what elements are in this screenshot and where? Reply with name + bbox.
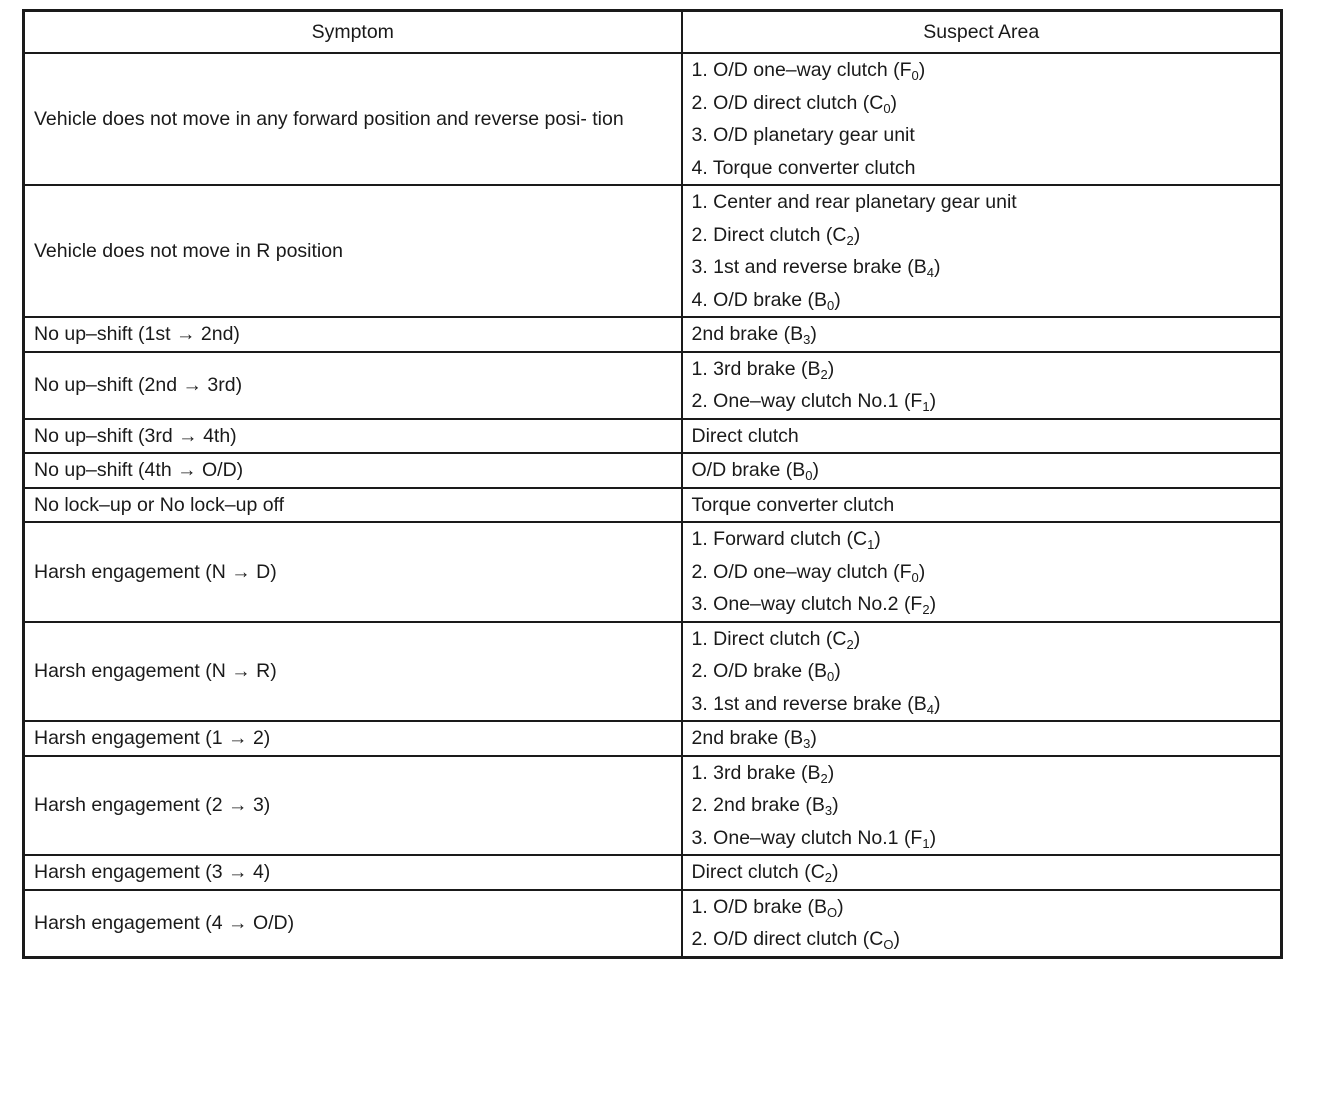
suspect-item	[692, 623, 1272, 656]
suspect-text: 1. 3rd brake (B	[691, 761, 821, 784]
suspect-text: 3. 1st and reverse brake (B	[691, 692, 927, 715]
suspect-item	[692, 789, 1272, 822]
symptom-cell: No up–shift (1st → 2nd)	[24, 317, 682, 352]
suspect-subscript: 2	[846, 232, 854, 248]
suspect-text: 2nd brake (B	[691, 727, 804, 749]
suspect-text: 2. O/D direct clutch (C	[691, 91, 884, 114]
suspect-text: O/D brake (B	[691, 459, 806, 481]
suspect-text: 1. O/D one–way clutch (F	[691, 59, 912, 81]
suspect-subscript: 1	[867, 537, 875, 552]
suspect-item	[692, 454, 1272, 487]
header-row	[24, 11, 1282, 54]
suspect-text: )	[929, 826, 937, 849]
suspect-area-cell	[682, 855, 1282, 890]
suspect-text: 4. O/D brake (B	[691, 288, 827, 311]
suspect-subscript: 2	[846, 636, 854, 652]
suspect-subscript: O	[883, 937, 894, 952]
suspect-text: Direct clutch	[691, 424, 799, 447]
suspect-text: 3. 1st and reverse brake (B	[691, 256, 927, 278]
suspect-area-cell	[682, 317, 1282, 352]
symptom-cell: Vehicle does not move in R position	[24, 185, 682, 317]
table-row	[24, 622, 1282, 722]
suspect-item	[692, 152, 1272, 185]
symptom-cell: Harsh engagement (1 → 2)	[24, 721, 682, 756]
suspect-text: 2nd brake (B	[691, 323, 804, 345]
suspect-text: )	[933, 256, 941, 278]
table-row	[24, 453, 1282, 488]
suspect-subscript: 2	[922, 602, 930, 617]
suspect-text: 1. Direct clutch (C	[691, 627, 847, 650]
suspect-text: 2. 2nd brake (B	[691, 794, 825, 816]
table-row	[24, 185, 1282, 317]
suspect-area-cell	[682, 756, 1282, 856]
symptom-cell: No up–shift (3rd → 4th)	[24, 419, 682, 454]
suspect-item	[692, 655, 1272, 688]
suspect-item	[692, 54, 1272, 87]
symptom-cell: Harsh engagement (N → D)	[24, 522, 682, 622]
suspect-subscript: 0	[805, 468, 813, 483]
suspect-item	[692, 523, 1272, 556]
suspect-text: )	[933, 692, 941, 715]
suspect-text: 2. Direct clutch (C	[691, 223, 847, 246]
suspect-area-cell	[682, 419, 1282, 454]
suspect-text: )	[812, 459, 820, 481]
suspect-subscript: 2	[824, 870, 833, 885]
table-body	[24, 53, 1282, 957]
suspect-text: 1. 3rd brake (B	[691, 357, 821, 380]
suspect-text: 2. O/D brake (B	[691, 660, 827, 682]
suspect-item	[692, 186, 1272, 219]
suspect-text: )	[853, 223, 861, 246]
suspect-text: )	[918, 59, 926, 81]
suspect-item	[692, 588, 1272, 621]
suspect-area-cell	[682, 53, 1282, 185]
suspect-subscript: 4	[926, 701, 934, 717]
table-row	[24, 419, 1282, 454]
suspect-text: Direct clutch (C	[691, 861, 825, 883]
suspect-subscript: 3	[803, 736, 811, 751]
suspect-text: 3. One–way clutch No.1 (F	[691, 826, 923, 849]
suspect-subscript: 2	[820, 366, 828, 382]
suspect-text: )	[834, 660, 841, 682]
symptom-cell: No up–shift (2nd → 3rd)	[24, 352, 682, 419]
suspect-text: 1. Center and rear planetary gear unit	[691, 191, 1017, 213]
table-row	[24, 756, 1282, 856]
suspect-text: )	[837, 895, 844, 918]
table-row	[24, 488, 1282, 523]
symptom-cell: Harsh engagement (N → R)	[24, 622, 682, 722]
suspect-item	[692, 923, 1272, 956]
suspect-area-cell	[682, 622, 1282, 722]
symptom-cell: Harsh engagement (3 → 4)	[24, 855, 682, 890]
suspect-text: )	[832, 794, 839, 816]
suspect-item	[692, 251, 1272, 284]
suspect-subscript: 2	[820, 770, 828, 786]
suspect-item	[692, 119, 1272, 152]
suspect-text: Torque converter clutch	[691, 493, 895, 516]
suspect-item	[692, 489, 1272, 522]
suspect-item	[692, 556, 1272, 589]
suspect-area-cell	[682, 185, 1282, 317]
suspect-subscript: 0	[883, 100, 891, 116]
suspect-area-cell	[682, 453, 1282, 488]
suspect-subscript: 0	[826, 297, 835, 313]
suspect-item	[692, 385, 1272, 418]
suspect-area-cell	[682, 890, 1282, 958]
suspect-subscript: 0	[826, 669, 835, 684]
suspect-text: 4. Torque converter clutch	[691, 156, 916, 179]
suspect-item	[692, 891, 1272, 924]
suspect-subscript: 0	[911, 68, 919, 83]
suspect-text: )	[827, 357, 835, 380]
suspect-text: )	[929, 390, 937, 412]
suspect-item	[692, 722, 1272, 755]
table-row	[24, 317, 1282, 352]
suspect-text: )	[874, 528, 881, 550]
table-row	[24, 855, 1282, 890]
suspect-area-cell	[682, 522, 1282, 622]
suspect-text: )	[853, 627, 861, 650]
suspect-text: )	[929, 593, 937, 615]
suspect-text: 3. One–way clutch No.2 (F	[691, 593, 923, 615]
suspect-item	[692, 318, 1272, 351]
suspect-text: 1. Forward clutch (C	[691, 528, 868, 550]
suspect-area-cell	[682, 721, 1282, 756]
suspect-subscript: 4	[926, 265, 934, 280]
suspect-text: 2. O/D direct clutch (C	[691, 928, 884, 950]
symptom-cell: Vehicle does not move in any forward position and reverse posi- tion	[24, 53, 682, 185]
suspect-item	[692, 757, 1272, 790]
suspect-item	[692, 87, 1272, 120]
suspect-area-cell	[682, 352, 1282, 419]
diagnosis-table	[22, 9, 1283, 959]
symptom-cell: Harsh engagement (2 → 3)	[24, 756, 682, 856]
table-row	[24, 352, 1282, 419]
suspect-text: 2. O/D one–way clutch (F	[691, 560, 912, 583]
suspect-item	[692, 420, 1272, 453]
suspect-text: )	[832, 861, 839, 883]
suspect-item	[692, 822, 1272, 855]
suspect-area-cell	[682, 488, 1282, 523]
suspect-subscript: 0	[911, 569, 919, 585]
suspect-item	[692, 284, 1272, 317]
suspect-subscript: 1	[922, 399, 930, 414]
table-row	[24, 890, 1282, 958]
suspect-text: 2. One–way clutch No.1 (F	[691, 390, 923, 412]
symptom-cell: No lock–up or No lock–up off	[24, 488, 682, 523]
suspect-text: )	[890, 91, 898, 114]
suspect-text: )	[893, 928, 900, 950]
suspect-item	[692, 688, 1272, 721]
suspect-subscript: 1	[922, 835, 930, 851]
table-row	[24, 522, 1282, 622]
suspect-subscript: 3	[803, 332, 811, 347]
suspect-subscript: 3	[824, 803, 833, 818]
suspect-area-header: Suspect Area	[682, 11, 1282, 54]
suspect-item	[692, 353, 1272, 386]
table-row	[24, 721, 1282, 756]
table-row	[24, 53, 1282, 185]
suspect-text: )	[834, 288, 841, 311]
suspect-text: )	[810, 323, 817, 345]
suspect-text: 1. O/D brake (B	[691, 895, 827, 918]
symptom-cell: No up–shift (4th → O/D)	[24, 453, 682, 488]
suspect-text: 3. O/D planetary gear unit	[691, 124, 915, 146]
symptom-cell: Harsh engagement (4 → O/D)	[24, 890, 682, 958]
suspect-subscript: O	[826, 904, 838, 920]
suspect-item	[692, 856, 1272, 889]
suspect-text: )	[810, 727, 817, 749]
symptom-header: Symptom	[24, 11, 682, 54]
suspect-text: )	[827, 761, 835, 784]
suspect-text: )	[918, 560, 926, 583]
suspect-item	[692, 219, 1272, 252]
